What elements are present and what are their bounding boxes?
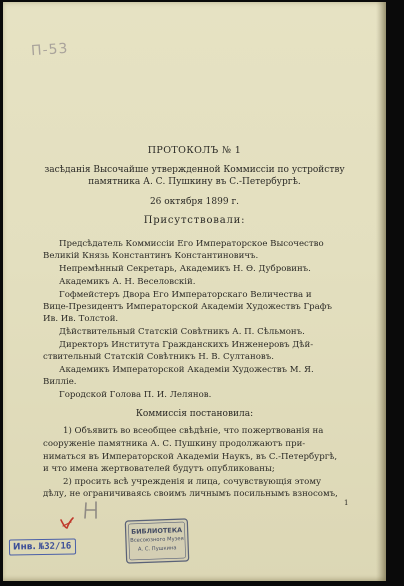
resolution-heading: Коммиссія постановила: — [135, 409, 254, 419]
attendee-line: Ив. Ив. Толстой. — [43, 314, 119, 324]
attendee-line: Городской Голова П. И. Лелянов. — [59, 390, 212, 400]
attendee-line: ствительный Статскій Совѣтникъ Н. В. Султановъ. — [43, 352, 274, 362]
pencil-archive-mark: П-53 — [30, 40, 69, 60]
attendee-line: Великій Князь Константинъ Константиновичъ. — [43, 251, 259, 261]
attendee-line: Дѣйствительный Статскій Совѣтникъ А. П. Сѣльмонъ. — [59, 327, 305, 337]
library-stamp-line: БИБЛИОТЕКА — [131, 526, 183, 536]
paper-sheet — [3, 2, 386, 581]
library-stamp-line: Всесоюзного Музея — [130, 536, 184, 544]
attendee-line: Директоръ Института Гражданскихъ Инженеровъ Дѣй- — [59, 340, 314, 350]
attendee-line: Вилліе. — [43, 377, 77, 387]
attendee-line: Вице-Президентъ Императорской Академіи Художествъ Графъ — [43, 302, 332, 312]
attendee-line: Гофмейстеръ Двора Его Императорскаго Величества и — [59, 290, 312, 300]
inventory-stamp — [9, 538, 76, 555]
resolution-line: 2) просить всѣ учрежденія и лица, сочувствующія этому — [63, 477, 322, 487]
document-date: 26 октября 1899 г. — [149, 197, 240, 207]
resolution-line: сооруженіе памятника А. С. Пушкину продолжаютъ при- — [43, 439, 306, 449]
library-stamp-line: А. С. Пушкина — [137, 545, 177, 553]
resolution-line: и что имена жертвователей будутъ опубликованы; — [43, 464, 275, 474]
attendee-line: Академикъ А. Н. Веселовскій. — [59, 277, 196, 287]
library-stamp — [124, 518, 189, 564]
document-subtitle-line-1: засѣданія Высочайше утвержденной Коммиссіи по устройству — [44, 165, 345, 175]
resolution-line: ниматься въ Императорской Академіи Наукъ, въ С.-Петербургѣ, — [43, 452, 338, 462]
resolution-line: дѣлу, не ограничиваясь своимъ личнымъ посильнымъ взносомъ, — [43, 489, 338, 499]
attendees-heading: Присутствовали: — [143, 215, 246, 226]
red-ink-mark — [59, 516, 75, 530]
document-title: ПРОТОКОЛЪ № 1 — [147, 145, 242, 156]
page-number: 1 — [344, 499, 349, 507]
inventory-number: №32/16 — [38, 541, 72, 553]
paper-edge-shadow — [376, 2, 386, 581]
attendee-line: Академикъ Императорской Академіи Художествъ М. Я. — [59, 365, 314, 375]
attendee-line: Предсѣдатель Коммиссіи Его Императорское Высочество — [59, 239, 324, 249]
attendee-line: Непремѣнный Секретарь, Академикъ Н. Ѳ. Дубровинъ. — [59, 264, 311, 274]
pencil-letter-mark — [82, 500, 100, 520]
document-subtitle-line-2: памятника А. С. Пушкину въ С.-Петербургѣ. — [88, 177, 301, 187]
resolution-line: 1) Объявить во всеобщее свѣдѣніе, что пожертвованія на — [63, 426, 324, 436]
inventory-label: Инв. — [12, 542, 36, 553]
